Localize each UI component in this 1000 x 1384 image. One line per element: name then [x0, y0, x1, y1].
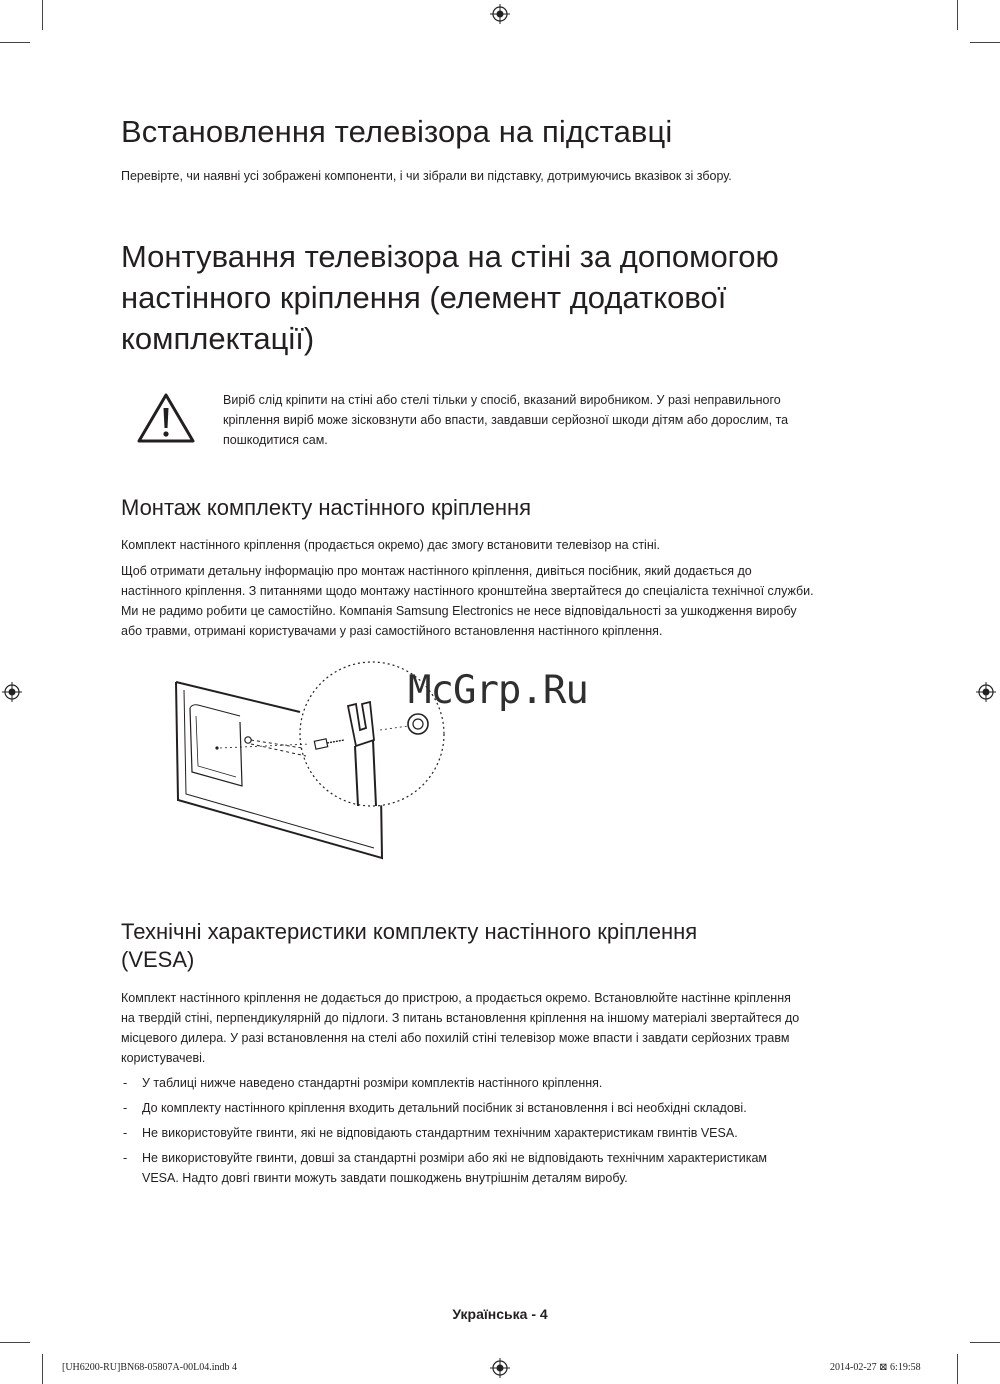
- paragraph-line: Комплект настінного кріплення не додається до пристрою, а продається окремо. Встановлюйте настінне кріплення: [121, 991, 791, 1005]
- crop-mark: [0, 1342, 30, 1343]
- registration-mark-icon: [976, 682, 996, 702]
- bullet-marker: -: [123, 1101, 128, 1115]
- list-item-line: VESA. Надто довгі гвинти можуть завдати пошкоджень внутрішнім деталям виробу.: [142, 1171, 628, 1185]
- page-number: Українська - 4: [452, 1306, 548, 1322]
- registration-mark-icon: [490, 4, 510, 24]
- paragraph-line: Комплект настінного кріплення (продається окремо) дає змогу встановити телевізор на стіні.: [121, 538, 660, 552]
- warning-text: [223, 390, 883, 450]
- subsection-title-vesa: [121, 918, 921, 974]
- list-item: [121, 1098, 901, 1118]
- paragraph-line: або травми, отримані користувачами у разі самостійного встановлення настінного кріплення.: [121, 624, 663, 638]
- list-item-line: У таблиці нижче наведено стандартні розміри комплектів настінного кріплення.: [142, 1076, 603, 1090]
- paragraph-line: місцевого дилера. У разі встановлення на стелі або похилій стіні телевізор може впасти і завдати серйозних травм: [121, 1031, 790, 1045]
- bullet-marker: -: [123, 1076, 128, 1090]
- registration-mark-icon: [490, 1358, 510, 1378]
- crop-mark: [970, 1342, 1000, 1343]
- warning-line: Виріб слід кріпити на стіні або стелі тільки у спосіб, вказаний виробником. У разі неправильного: [223, 393, 781, 407]
- section-title-wall-mount: [121, 236, 941, 359]
- crop-mark: [957, 1354, 958, 1384]
- warning-line: кріплення виріб може зісковзнути або впасти, завдавши серйозної шкоди дітям або дорослим, та: [223, 413, 789, 427]
- list-item-line: Не використовуйте гвинти, довші за стандартні розміри або які не відповідають технічним характеристикам: [142, 1151, 767, 1165]
- list-item-line: Не використовуйте гвинти, які не відповідають стандартним технічним характеристикам гвинтів VESA.: [142, 1126, 738, 1140]
- stand-intro-text: Перевірте, чи наявні усі зображені компоненти, і чи зібрали ви підставку, дотримуючись вказівок зі збору.: [121, 169, 732, 183]
- vesa-paragraph: [121, 988, 901, 1068]
- paragraph-line: Ми не радимо робити це самостійно. Компанія Samsung Electronics не несе відповідальності за ушкодження виробу: [121, 604, 797, 618]
- list-item: [121, 1073, 901, 1093]
- print-slug-timestamp: 2014-02-27 ⊠ 6:19:58: [830, 1362, 921, 1373]
- crop-mark: [970, 42, 1000, 43]
- crop-mark: [42, 1354, 43, 1384]
- paragraph-line: користувачеві.: [121, 1051, 206, 1065]
- warning-line: пошкодитися сам.: [223, 433, 328, 447]
- vesa-bullet-list: [121, 1073, 901, 1193]
- paragraph-line: на твердій стіні, перпендикулярній до підлоги. З питань встановлення кріплення на іншому матеріалі звертайтеся до: [121, 1011, 800, 1025]
- print-slug-file: [UH6200-RU]BN68-05807A-00L04.indb 4: [62, 1362, 237, 1373]
- title-line: (VESA): [121, 947, 195, 972]
- title-line: комплектації): [121, 321, 315, 356]
- wall-mount-illustration: [150, 660, 450, 880]
- paragraph-line: Щоб отримати детальну інформацію про монтаж настінного кріплення, дивіться посібник, який додається до: [121, 564, 752, 578]
- watermark-text: McGrp.Ru: [408, 668, 588, 713]
- registration-mark-icon: [2, 682, 22, 702]
- crop-mark: [0, 42, 30, 43]
- bullet-marker: -: [123, 1126, 128, 1140]
- list-item: [121, 1123, 901, 1143]
- mount-kit-details-paragraph: [121, 561, 901, 641]
- title-line: Монтування телевізора на стіні за допомогою: [121, 239, 779, 274]
- subsection-title-mount-kit: Монтаж комплекту настінного кріплення: [121, 495, 532, 520]
- mount-kit-paragraph: [121, 535, 901, 555]
- title-line: Технічні характеристики комплекту настінного кріплення: [121, 919, 698, 944]
- paragraph-line: настінного кріплення. З питаннями щодо монтажу настінного кронштейна звертайтеся до спеціаліста технічної служби.: [121, 584, 814, 598]
- list-item: [121, 1148, 901, 1188]
- warning-icon: [136, 392, 196, 444]
- crop-mark: [957, 0, 958, 30]
- bullet-marker: -: [123, 1151, 128, 1165]
- title-line: настінного кріплення (елемент додаткової: [121, 280, 727, 315]
- crop-mark: [42, 0, 43, 30]
- section-title-stand: Встановлення телевізора на підставці: [121, 114, 673, 149]
- list-item-line: До комплекту настінного кріплення входить детальний посібник зі встановлення і всі необхідні складові.: [142, 1101, 747, 1115]
